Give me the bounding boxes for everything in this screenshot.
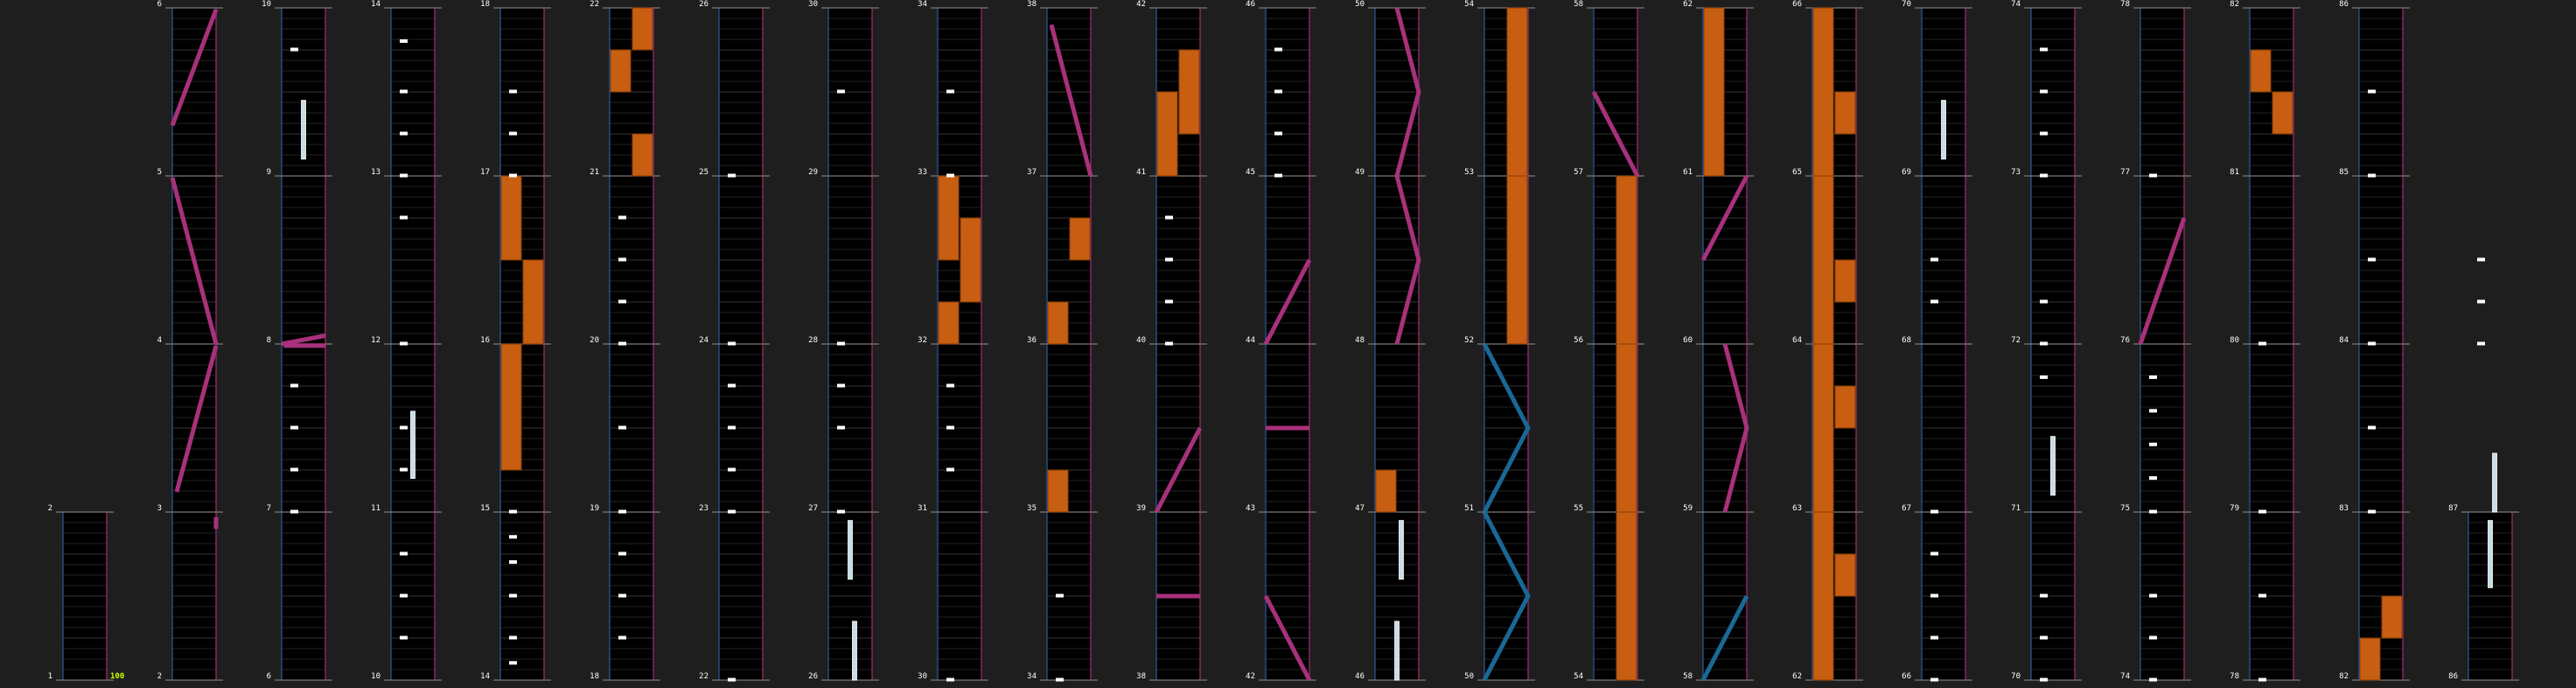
measure-number: 74 <box>2011 0 2021 9</box>
measure-number: 15 <box>480 504 490 513</box>
measure-number: 46 <box>1246 0 1255 9</box>
hold-block <box>632 134 653 176</box>
tap-note <box>400 39 408 43</box>
tap-note <box>618 636 626 640</box>
measure-number: 38 <box>1027 0 1037 9</box>
measure-number: 7 <box>266 504 271 513</box>
tap-note <box>1165 342 1173 346</box>
tap-note <box>400 468 408 472</box>
measure-number: 58 <box>1574 0 1583 9</box>
tap-note <box>946 90 954 94</box>
measure-number: 71 <box>2011 504 2021 513</box>
hold-block <box>939 302 959 344</box>
measure-number: 57 <box>1574 168 1583 177</box>
hold-block <box>1179 50 1199 134</box>
tap-note <box>2040 636 2048 640</box>
tap-note <box>2040 48 2048 52</box>
measure-number: 27 <box>808 504 818 513</box>
long-note <box>2489 521 2493 588</box>
hold-block <box>2272 92 2293 134</box>
tap-note <box>2149 174 2157 178</box>
tap-note <box>2149 594 2157 598</box>
measure-number: 22 <box>590 0 599 9</box>
measure-number: 56 <box>1574 336 1583 345</box>
measure-number: 69 <box>1902 168 1911 177</box>
tap-note <box>2040 376 2048 379</box>
tap-note <box>290 48 298 52</box>
hold-block <box>1813 512 1833 680</box>
measure-number: 6 <box>266 672 271 681</box>
measure-number: 83 <box>2339 504 2349 513</box>
tap-note <box>1165 216 1173 220</box>
tap-note <box>1930 510 1938 514</box>
tap-note <box>728 384 736 388</box>
measure-number: 1 <box>47 672 52 681</box>
measure-number: 72 <box>2011 336 2021 345</box>
tap-note <box>2477 342 2485 346</box>
measure-number: 53 <box>1464 168 1474 177</box>
tap-note <box>728 678 736 682</box>
measure-number: 6 <box>157 0 162 9</box>
measure-number: 18 <box>590 672 599 681</box>
hold-block <box>523 260 543 344</box>
tap-note <box>2040 300 2048 304</box>
tap-note <box>618 342 626 346</box>
tap-note <box>2149 636 2157 640</box>
measure-number: 21 <box>590 168 599 177</box>
measure-number: 38 <box>1136 672 1146 681</box>
tap-note <box>1274 174 1282 178</box>
long-note <box>2493 453 2497 512</box>
tap-note <box>1056 594 1064 598</box>
measure-number: 37 <box>1027 168 1037 177</box>
hold-block <box>501 344 521 470</box>
measure-number: 59 <box>1683 504 1693 513</box>
measure-number: 39 <box>1136 504 1146 513</box>
tap-note <box>2149 376 2157 379</box>
tap-note <box>618 552 626 556</box>
tap-note <box>946 678 954 682</box>
measure-number: 2 <box>157 672 162 681</box>
long-note <box>853 621 857 680</box>
hold-block <box>1835 260 1855 302</box>
measure-number: 81 <box>2230 168 2239 177</box>
measure-number: 24 <box>699 336 709 345</box>
measure-number: 74 <box>2120 672 2130 681</box>
measure-number: 49 <box>1355 168 1365 177</box>
measure-number: 78 <box>2230 672 2239 681</box>
tap-note <box>509 132 517 136</box>
tap-note <box>290 468 298 472</box>
tap-note <box>2149 510 2157 514</box>
hold-block <box>1048 470 1068 512</box>
tap-note <box>2258 594 2266 598</box>
measure-number: 42 <box>1246 672 1255 681</box>
tap-note <box>400 594 408 598</box>
tap-note <box>2040 678 2048 682</box>
measure-number: 8 <box>266 336 271 345</box>
tap-note <box>2149 409 2157 412</box>
tap-note <box>509 510 517 514</box>
tap-note <box>618 426 626 430</box>
measure-number: 48 <box>1355 336 1365 345</box>
measure-number: 14 <box>480 672 490 681</box>
measure-number: 86 <box>2448 672 2458 681</box>
hold-block <box>939 176 959 260</box>
tap-note <box>290 510 298 514</box>
tap-note <box>2040 132 2048 136</box>
tap-note <box>1930 636 1938 640</box>
long-note <box>1942 101 1946 159</box>
hold-block <box>1835 386 1855 428</box>
measure-number: 5 <box>157 168 162 177</box>
tap-note <box>1930 300 1938 304</box>
tap-note <box>2149 476 2157 480</box>
measure-number: 20 <box>590 336 599 345</box>
measure-number: 42 <box>1136 0 1146 9</box>
measure-number: 29 <box>808 168 818 177</box>
measure-number: 68 <box>1902 336 1911 345</box>
measure-number: 17 <box>480 168 490 177</box>
tap-note <box>2040 90 2048 94</box>
tap-note <box>2258 342 2266 346</box>
tap-note <box>400 552 408 556</box>
tap-note <box>400 132 408 136</box>
measure-number: 62 <box>1792 672 1802 681</box>
measure-number: 55 <box>1574 504 1583 513</box>
combo-count: 100 <box>110 672 125 681</box>
measure-number: 10 <box>371 672 380 681</box>
measure-number: 50 <box>1355 0 1365 9</box>
measure-number: 34 <box>1027 672 1037 681</box>
tap-note <box>2040 594 2048 598</box>
measure-number: 76 <box>2120 336 2130 345</box>
measure-number: 58 <box>1683 672 1693 681</box>
long-note <box>848 521 853 579</box>
measure-number: 60 <box>1683 336 1693 345</box>
measure-number: 80 <box>2230 336 2239 345</box>
tap-note <box>2368 258 2376 262</box>
hold-block <box>2360 638 2380 680</box>
measure-number: 50 <box>1464 672 1474 681</box>
hold-block <box>1813 8 1833 176</box>
tap-note <box>618 510 626 514</box>
measure-number: 82 <box>2339 672 2349 681</box>
measure-number: 16 <box>480 336 490 345</box>
long-note <box>302 101 306 159</box>
hold-block <box>1376 470 1396 512</box>
measure-number: 3 <box>157 504 162 513</box>
measure-number: 18 <box>480 0 490 9</box>
tap-note <box>2368 342 2376 346</box>
measure-number: 67 <box>1902 504 1911 513</box>
tap-note <box>837 342 845 346</box>
measure-number: 54 <box>1464 0 1474 9</box>
measure-number: 61 <box>1683 168 1693 177</box>
measure-number: 14 <box>371 0 380 9</box>
measure-number: 65 <box>1792 168 1802 177</box>
hold-block <box>2382 596 2402 638</box>
hold-block <box>501 176 521 260</box>
measure-number: 70 <box>1902 0 1911 9</box>
tap-note <box>837 510 845 514</box>
measure-number: 70 <box>2011 672 2021 681</box>
measure-number: 23 <box>699 504 709 513</box>
tap-note <box>946 174 954 178</box>
tap-note <box>1165 300 1173 304</box>
tap-note <box>2258 510 2266 514</box>
measure-number: 31 <box>918 504 927 513</box>
measure-number: 54 <box>1574 672 1583 681</box>
tap-note <box>728 468 736 472</box>
measure-number: 85 <box>2339 168 2349 177</box>
measure-number: 35 <box>1027 504 1037 513</box>
hold-block <box>1507 8 1527 176</box>
measure-number: 28 <box>808 336 818 345</box>
measure-number: 26 <box>699 0 709 9</box>
hold-block <box>611 50 631 92</box>
long-note <box>2051 437 2056 495</box>
measure-number: 45 <box>1246 168 1255 177</box>
measure-number: 30 <box>808 0 818 9</box>
tap-note <box>618 216 626 220</box>
tap-note <box>1165 258 1173 262</box>
tap-note <box>1930 552 1938 556</box>
measure-number: 62 <box>1683 0 1693 9</box>
measure-number: 82 <box>2230 0 2239 9</box>
tap-note <box>400 216 408 220</box>
tap-note <box>728 426 736 430</box>
measure-number: 11 <box>371 504 380 513</box>
measure-number: 75 <box>2120 504 2130 513</box>
tap-note <box>509 560 517 564</box>
hold-block <box>1616 176 1637 344</box>
tap-note <box>618 300 626 304</box>
tap-note <box>618 594 626 598</box>
measure-number: 36 <box>1027 336 1037 345</box>
tap-note <box>2368 90 2376 94</box>
measure-number: 33 <box>918 168 927 177</box>
tap-note <box>2368 174 2376 178</box>
measure-number: 32 <box>918 336 927 345</box>
measure-number: 86 <box>2339 0 2349 9</box>
tap-note <box>837 384 845 388</box>
hold-block <box>1616 512 1637 680</box>
measure-number: 10 <box>262 0 271 9</box>
tap-note <box>1056 678 1064 682</box>
measure-number: 84 <box>2339 336 2349 345</box>
hold-block <box>1813 176 1833 344</box>
tap-note <box>2258 678 2266 682</box>
measure-number: 52 <box>1464 336 1474 345</box>
measure-number: 34 <box>918 0 927 9</box>
tap-note <box>2368 426 2376 430</box>
measure-number: 64 <box>1792 336 1802 345</box>
measure-number: 47 <box>1355 504 1365 513</box>
hold-block <box>960 218 981 302</box>
measure-number: 73 <box>2011 168 2021 177</box>
hold-block <box>1507 176 1527 344</box>
measure-number: 44 <box>1246 336 1255 345</box>
tap-note <box>1930 258 1938 262</box>
tap-note <box>290 384 298 388</box>
tap-note <box>728 510 736 514</box>
tap-note <box>946 426 954 430</box>
tap-note <box>400 174 408 178</box>
tap-note <box>509 174 517 178</box>
long-note <box>411 411 415 479</box>
tap-note <box>2149 678 2157 682</box>
measure-number: 77 <box>2120 168 2130 177</box>
tap-note <box>400 426 408 430</box>
measure-number: 41 <box>1136 168 1146 177</box>
measure-number: 66 <box>1902 672 1911 681</box>
tap-note <box>509 661 517 664</box>
tap-note <box>509 636 517 640</box>
tap-note <box>837 426 845 430</box>
tap-note <box>509 90 517 94</box>
tap-note <box>618 258 626 262</box>
measure-number: 9 <box>266 168 271 177</box>
tap-note <box>1930 594 1938 598</box>
hold-block <box>1835 554 1855 596</box>
measure-number: 51 <box>1464 504 1474 513</box>
hold-block <box>1048 302 1068 344</box>
tap-note <box>946 468 954 472</box>
measure-number: 40 <box>1136 336 1146 345</box>
long-note <box>1400 521 1404 579</box>
tap-note <box>1930 678 1938 682</box>
tap-note <box>290 426 298 430</box>
measure-number: 66 <box>1792 0 1802 9</box>
measure-number: 12 <box>371 336 380 345</box>
tap-note <box>2368 510 2376 514</box>
tap-note <box>2040 174 2048 178</box>
tap-note <box>728 342 736 346</box>
hold-block <box>1704 8 1724 176</box>
measure-number: 78 <box>2120 0 2130 9</box>
tap-note <box>400 636 408 640</box>
measure-number: 13 <box>371 168 380 177</box>
tap-note <box>728 174 736 178</box>
measure-number: 43 <box>1246 504 1255 513</box>
measure-number: 87 <box>2448 504 2458 513</box>
tap-note <box>837 90 845 94</box>
tap-note <box>400 342 408 346</box>
measure-number: 25 <box>699 168 709 177</box>
tap-note <box>2149 443 2157 446</box>
tap-note <box>1274 48 1282 52</box>
hold-block <box>1616 344 1637 512</box>
long-note <box>1395 621 1400 680</box>
measure-number: 63 <box>1792 504 1802 513</box>
hold-block <box>1157 92 1177 176</box>
measure-number: 19 <box>590 504 599 513</box>
measure-number: 4 <box>157 336 162 345</box>
measure-number: 79 <box>2230 504 2239 513</box>
tap-note <box>2477 300 2485 304</box>
tap-note <box>1274 90 1282 94</box>
measure-number: 26 <box>808 672 818 681</box>
tap-note <box>509 535 517 538</box>
hold-block <box>1070 218 1090 260</box>
tap-note <box>946 384 954 388</box>
tap-note <box>400 90 408 94</box>
hold-block <box>1835 92 1855 134</box>
tap-note <box>2477 258 2485 262</box>
hold-block <box>2251 50 2271 92</box>
measure-number: 30 <box>918 672 927 681</box>
tap-note <box>509 594 517 598</box>
tap-note <box>2040 342 2048 346</box>
hold-block <box>1813 344 1833 512</box>
tap-note <box>1274 132 1282 136</box>
measure-number: 22 <box>699 672 709 681</box>
measure-number: 2 <box>47 504 52 513</box>
hold-block <box>632 8 653 50</box>
measure-number: 46 <box>1355 672 1365 681</box>
